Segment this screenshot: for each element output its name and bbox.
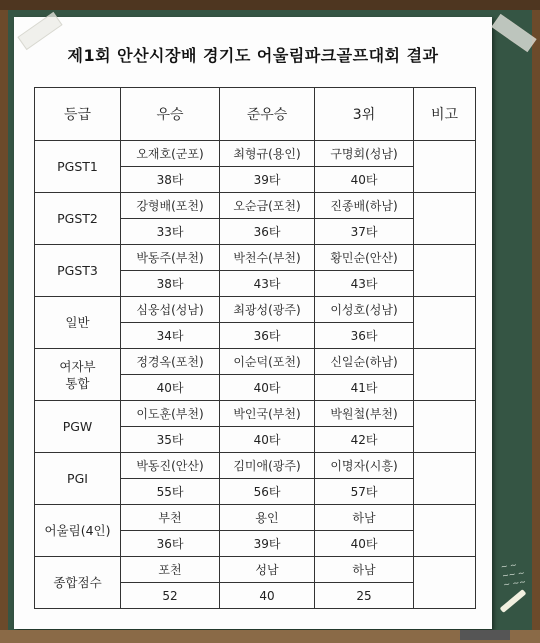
winner-name-cell: 이명자(시흥) bbox=[315, 453, 414, 479]
remarks-cell bbox=[414, 401, 476, 453]
table-row bbox=[35, 401, 476, 427]
winner-name-cell: 황민순(안산) bbox=[315, 245, 414, 271]
score-cell: 39타 bbox=[220, 167, 315, 193]
score-cell: 40타 bbox=[220, 427, 315, 453]
grade-cell: PGW bbox=[35, 401, 121, 453]
table-row bbox=[35, 297, 476, 323]
chalk-tray bbox=[0, 630, 540, 643]
grade-cell: PGST3 bbox=[35, 245, 121, 297]
board-frame-top bbox=[0, 0, 540, 10]
remarks-cell bbox=[414, 557, 476, 609]
score-cell: 43타 bbox=[220, 271, 315, 297]
score-cell: 39타 bbox=[220, 531, 315, 557]
header-grade: 등급 bbox=[35, 88, 121, 141]
header-third: 3위 bbox=[315, 88, 414, 141]
chalk-doodle: ~ ~ ~~ ~ ~ ~~ bbox=[500, 560, 527, 590]
remarks-cell bbox=[414, 193, 476, 245]
remarks-cell bbox=[414, 141, 476, 193]
remarks-cell bbox=[414, 245, 476, 297]
header-winner: 우승 bbox=[121, 88, 220, 141]
header-remarks: 비고 bbox=[414, 88, 476, 141]
remarks-cell bbox=[414, 505, 476, 557]
winner-name-cell: 하남 bbox=[315, 557, 414, 583]
winner-name-cell: 포천 bbox=[121, 557, 220, 583]
table-row bbox=[35, 245, 476, 271]
winner-name-cell: 김미애(광주) bbox=[220, 453, 315, 479]
winner-name-cell: 이성호(성남) bbox=[315, 297, 414, 323]
winner-name-cell: 강형배(포천) bbox=[121, 193, 220, 219]
page-title: 제1회 안산시장배 경기도 어울림파크골프대회 결과 bbox=[67, 46, 439, 65]
winner-name-cell: 오재호(군포) bbox=[121, 141, 220, 167]
winner-name-cell: 이순덕(포천) bbox=[220, 349, 315, 375]
winner-name-cell: 박천수(부천) bbox=[220, 245, 315, 271]
winner-name-cell: 박원철(부천) bbox=[315, 401, 414, 427]
winner-name-cell: 정경옥(포천) bbox=[121, 349, 220, 375]
winner-name-cell: 박동주(부천) bbox=[121, 245, 220, 271]
table-row bbox=[35, 349, 476, 375]
score-cell: 40타 bbox=[220, 375, 315, 401]
table-row bbox=[35, 453, 476, 479]
grade-cell: PGST1 bbox=[35, 141, 121, 193]
winner-name-cell: 최형규(용인) bbox=[220, 141, 315, 167]
winner-name-cell: 용인 bbox=[220, 505, 315, 531]
score-cell: 25 bbox=[315, 583, 414, 609]
header-runner-up: 준우승 bbox=[220, 88, 315, 141]
score-cell: 36타 bbox=[220, 219, 315, 245]
eraser-icon bbox=[460, 630, 510, 640]
winner-name-cell: 성남 bbox=[220, 557, 315, 583]
table-row bbox=[35, 505, 476, 531]
score-cell: 34타 bbox=[121, 323, 220, 349]
grade-cell: 어울림(4인) bbox=[35, 505, 121, 557]
score-cell: 55타 bbox=[121, 479, 220, 505]
score-cell: 37타 bbox=[315, 219, 414, 245]
score-cell: 57타 bbox=[315, 479, 414, 505]
winner-name-cell: 신일순(하남) bbox=[315, 349, 414, 375]
score-cell: 36타 bbox=[315, 323, 414, 349]
winner-name-cell: 심웅섭(성남) bbox=[121, 297, 220, 323]
score-cell: 42타 bbox=[315, 427, 414, 453]
results-table bbox=[34, 87, 476, 609]
score-cell: 40타 bbox=[315, 167, 414, 193]
table-row bbox=[35, 193, 476, 219]
score-cell: 36타 bbox=[121, 531, 220, 557]
score-cell: 41타 bbox=[315, 375, 414, 401]
winner-name-cell: 부천 bbox=[121, 505, 220, 531]
score-cell: 56타 bbox=[220, 479, 315, 505]
winner-name-cell: 박동진(안산) bbox=[121, 453, 220, 479]
remarks-cell bbox=[414, 297, 476, 349]
score-cell: 52 bbox=[121, 583, 220, 609]
winner-name-cell: 이도훈(부천) bbox=[121, 401, 220, 427]
remarks-cell bbox=[414, 453, 476, 505]
score-cell: 36타 bbox=[220, 323, 315, 349]
score-cell: 38타 bbox=[121, 167, 220, 193]
score-cell: 40 bbox=[220, 583, 315, 609]
score-cell: 40타 bbox=[121, 375, 220, 401]
score-cell: 38타 bbox=[121, 271, 220, 297]
grade-cell: 일반 bbox=[35, 297, 121, 349]
winner-name-cell: 오순금(포천) bbox=[220, 193, 315, 219]
remarks-cell bbox=[414, 349, 476, 401]
winner-name-cell: 최광성(광주) bbox=[220, 297, 315, 323]
winner-name-cell: 구명회(성남) bbox=[315, 141, 414, 167]
grade-cell: 종합점수 bbox=[35, 557, 121, 609]
winner-name-cell: 진종배(하남) bbox=[315, 193, 414, 219]
grade-cell: PGI bbox=[35, 453, 121, 505]
results-sheet bbox=[14, 17, 492, 629]
grade-cell: PGST2 bbox=[35, 193, 121, 245]
winner-name-cell: 하남 bbox=[315, 505, 414, 531]
table-row bbox=[35, 557, 476, 583]
header-row bbox=[35, 88, 476, 141]
score-cell: 40타 bbox=[315, 531, 414, 557]
grade-cell: 여자부 통합 bbox=[35, 349, 121, 401]
table-row bbox=[35, 141, 476, 167]
score-cell: 33타 bbox=[121, 219, 220, 245]
score-cell: 35타 bbox=[121, 427, 220, 453]
winner-name-cell: 박인국(부천) bbox=[220, 401, 315, 427]
score-cell: 43타 bbox=[315, 271, 414, 297]
